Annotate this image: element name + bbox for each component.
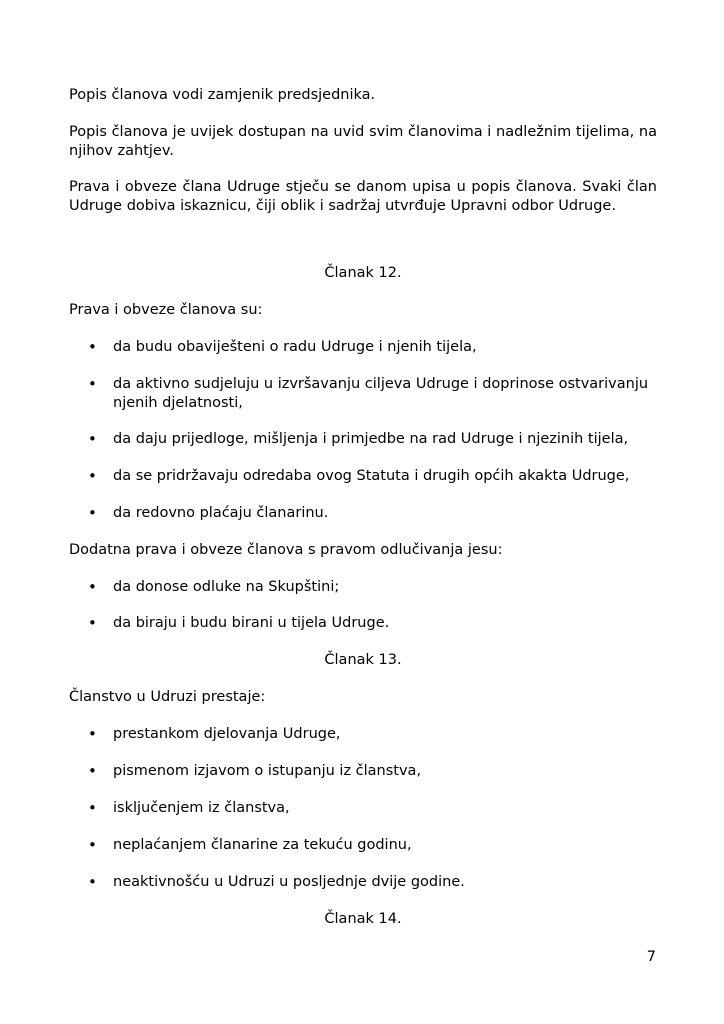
bullet-icon: • [88, 375, 97, 393]
bullet-icon: • [88, 578, 97, 596]
list-item [88, 836, 658, 855]
list-item-text: pismenom izjavom o istupanju iz članstva, [113, 763, 422, 779]
bullet-icon: • [88, 762, 97, 780]
article-13-intro: Članstvo u Udruzi prestaje: [69, 689, 266, 705]
list-item [88, 799, 658, 818]
list-item-text: da aktivno sudjeluju u izvršavanju ciljeva Udruge i doprinose ostvarivanju njenih djelatnosti, [113, 376, 649, 411]
list-item [88, 873, 658, 892]
list-item-text: isključenjem iz članstva, [113, 800, 290, 816]
list-item [88, 338, 658, 357]
list-item-text: da budu obaviješteni o radu Udruge i njenih tijela, [113, 339, 477, 355]
bullet-icon: • [88, 836, 97, 854]
bullet-icon: • [88, 504, 97, 522]
list-item-text: da donose odluke na Skupštini; [113, 579, 340, 595]
bullet-icon: • [88, 338, 97, 356]
list-item [88, 725, 658, 744]
list-item [88, 614, 658, 633]
list-item [88, 430, 658, 449]
paragraph-member-list-access: Popis članova je uvijek dostupan na uvid svim članovima i nadležnim tijelima, na njihov zahtjev. [69, 124, 657, 159]
paragraph-member-rights-start: Prava i obveze člana Udruge stječu se danom upisa u popis članova. Svaki član Udruge dobiva iskaznicu, čiji oblik i sadržaj utvrđuje Upravni odbor Udruge. [69, 179, 657, 214]
list-item-text: da daju prijedloge, mišljenja i primjedbe na rad Udruge i njezinih tijela, [113, 431, 629, 447]
bullet-icon: • [88, 873, 97, 891]
article-13-heading: Članak 13. [324, 652, 402, 668]
article-12-intro-decision-rights: Dodatna prava i obveze članova s pravom odlučivanja jesu: [69, 542, 503, 558]
list-item-text: da redovno plaćaju članarinu. [113, 505, 329, 521]
list-item [88, 504, 658, 523]
list-item-text: prestankom djelovanja Udruge, [113, 726, 341, 742]
bullet-icon: • [88, 614, 97, 632]
list-item [88, 762, 658, 781]
article-14-heading: Članak 14. [324, 911, 402, 927]
bullet-icon: • [88, 799, 97, 817]
list-item-text: neaktivnošću u Udruzi u posljednje dvije godine. [113, 874, 465, 890]
list-item [88, 375, 658, 413]
bullet-icon: • [88, 725, 97, 743]
list-item-text: neplaćanjem članarine za tekuću godinu, [113, 837, 412, 853]
list-item [88, 467, 658, 486]
paragraph-member-list-keeper: Popis članova vodi zamjenik predsjednika. [69, 87, 376, 103]
page-number: 7 [646, 949, 656, 965]
article-12-intro: Prava i obveze članova su: [69, 302, 263, 318]
article-12-heading: Članak 12. [324, 265, 402, 281]
list-item-text: da se pridržavaju odredaba ovog Statuta i drugih općih akakta Udruge, [113, 468, 630, 484]
list-item-text: da biraju i budu birani u tijela Udruge. [113, 615, 390, 631]
list-item [88, 578, 658, 597]
bullet-icon: • [88, 467, 97, 485]
bullet-icon: • [88, 430, 97, 448]
